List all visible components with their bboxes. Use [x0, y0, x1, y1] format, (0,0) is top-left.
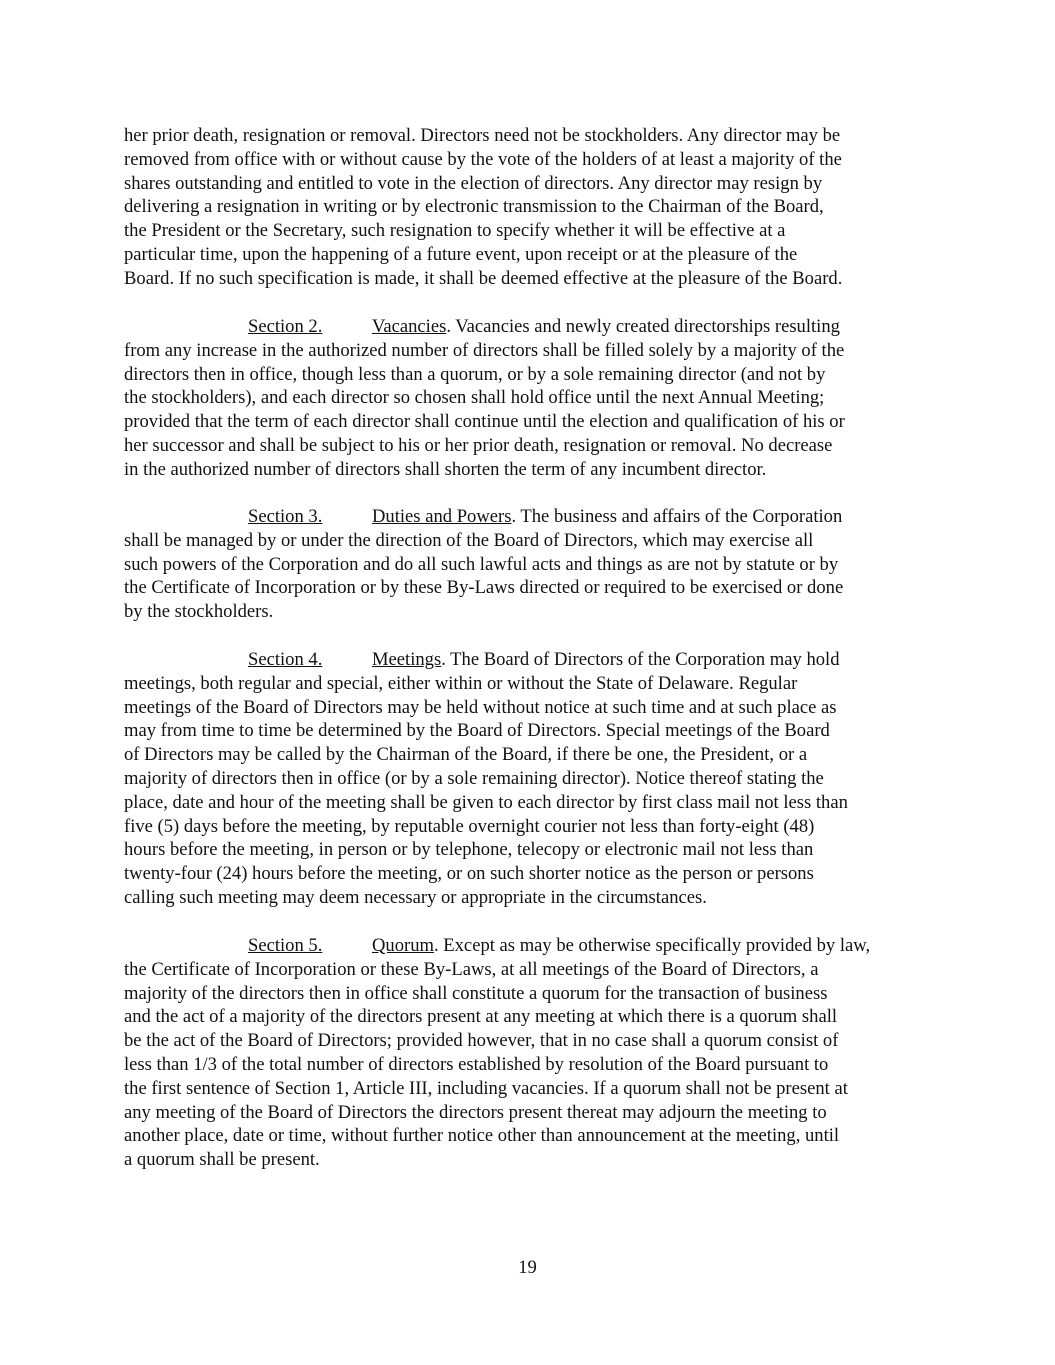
- section-first-line-text: . The Board of Directors of the Corporation may hold: [441, 649, 840, 670]
- text-line: particular time, upon the happening of a future event, upon receipt or at the pleasure of the: [124, 243, 798, 265]
- text-line: her prior death, resignation or removal. Directors need not be stockholders. Any director may be: [124, 125, 841, 146]
- text-line: the Certificate of Incorporation or by these By-Laws directed or required to be exercised or done: [124, 577, 844, 599]
- section-number-text: Section 2.: [248, 316, 323, 337]
- section-title: Quorum: [372, 935, 434, 956]
- text-line: removed from office with or without cause by the vote of the holders of at least a majority of the: [124, 148, 842, 170]
- text-line: a quorum shall be present.: [124, 1149, 320, 1171]
- text-line: and the act of a majority of the directors present at any meeting at which there is a quorum shall: [124, 1006, 838, 1028]
- section-5-quorum: [124, 934, 944, 1172]
- text-line: be the act of the Board of Directors; provided however, that in no case shall a quorum consist of: [124, 1030, 839, 1052]
- text-line: the Certificate of Incorporation or these By-Laws, at all meetings of the Board of Directors, a: [124, 958, 819, 980]
- section-heading-line: [124, 934, 944, 958]
- text-line: her successor and shall be subject to his or her prior death, resignation or removal. No decrease: [124, 434, 833, 456]
- text-line: calling such meeting may deem necessary or appropriate in the circumstances.: [124, 886, 707, 908]
- text-line: meetings of the Board of Directors may be held without notice at such time and at such place as: [124, 696, 837, 718]
- section-first-line-text: . Vacancies and newly created directorships resulting: [446, 316, 840, 337]
- text-line: majority of the directors then in office shall constitute a quorum for the transaction of business: [124, 982, 828, 1004]
- text-line: provided that the term of each director shall continue until the election and qualification of his or: [124, 411, 845, 433]
- section-number-text: Section 5.: [248, 935, 323, 956]
- text-line: majority of directors then in office (or by a sole remaining director). Notice thereof stating the: [124, 767, 824, 789]
- section-number-text: Section 4.: [248, 649, 323, 670]
- section-number: [248, 648, 372, 672]
- text-line: the President or the Secretary, such resignation to specify whether it will be effective at a: [124, 220, 786, 242]
- section-4-meetings: [124, 648, 944, 910]
- section-heading-line: [124, 315, 944, 339]
- text-line: five (5) days before the meeting, by reputable overnight courier not less than forty-eight (48): [124, 815, 815, 837]
- section-3-duties-and-powers: [124, 505, 944, 624]
- text-line: Board. If no such specification is made, it shall be deemed effective at the pleasure of the Board.: [124, 267, 843, 289]
- text-line: another place, date or time, without further notice other than announcement at the meeting, until: [124, 1125, 840, 1147]
- section-heading-line: [124, 505, 944, 529]
- section-number: [248, 934, 372, 958]
- text-line: hours before the meeting, in person or by telephone, telecopy or electronic mail not less than: [124, 839, 814, 861]
- text-line: may from time to time be determined by the Board of Directors. Special meetings of the Board: [124, 720, 830, 742]
- section-2-vacancies: [124, 315, 944, 482]
- section-title: Meetings: [372, 649, 442, 670]
- section-title: Vacancies: [372, 316, 447, 337]
- text-line: twenty-four (24) hours before the meeting, or on such shorter notice as the person or persons: [124, 863, 814, 885]
- section-number-text: Section 3.: [248, 506, 323, 527]
- section-first-line-text: . Except as may be otherwise specifically provided by law,: [433, 935, 871, 956]
- text-line: shall be managed by or under the direction of the Board of Directors, which may exercise all: [124, 529, 814, 551]
- text-line: shares outstanding and entitled to vote in the election of directors. Any director may resign by: [124, 172, 823, 194]
- text-line: the stockholders), and each director so chosen shall hold office until the next Annual Meeting;: [124, 387, 825, 409]
- page-number: 19: [518, 1257, 537, 1278]
- section-first-line-text: . The business and affairs of the Corporation: [511, 506, 843, 527]
- section-title: Duties and Powers: [372, 506, 512, 527]
- text-line: any meeting of the Board of Directors the directors present thereat may adjourn the meeting to: [124, 1101, 827, 1123]
- text-line: the first sentence of Section 1, Article III, including vacancies. If a quorum shall not be present at: [124, 1077, 848, 1099]
- text-line: by the stockholders.: [124, 601, 274, 623]
- text-line: delivering a resignation in writing or by electronic transmission to the Chairman of the Board,: [124, 196, 824, 218]
- text-line: place, date and hour of the meeting shall be given to each director by first class mail not less than: [124, 791, 848, 813]
- text-line: in the authorized number of directors shall shorten the term of any incumbent director.: [124, 458, 767, 480]
- text-line: meetings, both regular and special, either within or without the State of Delaware. Regular: [124, 672, 798, 694]
- section-heading-line: [124, 648, 944, 672]
- text-line: such powers of the Corporation and do all such lawful acts and things as are not by statute or by: [124, 553, 839, 575]
- paragraph-continuation: [124, 124, 944, 291]
- text-line: of Directors may be called by the Chairman of the Board, if there be one, the President, or a: [124, 744, 808, 766]
- section-number: [248, 315, 372, 339]
- text-line: from any increase in the authorized number of directors shall be filled solely by a majority of the: [124, 339, 845, 361]
- section-number: [248, 505, 372, 529]
- text-line: directors then in office, though less than a quorum, or by a sole remaining director (and not by: [124, 363, 826, 385]
- text-line: less than 1/3 of the total number of directors established by resolution of the Board pursuant to: [124, 1053, 829, 1075]
